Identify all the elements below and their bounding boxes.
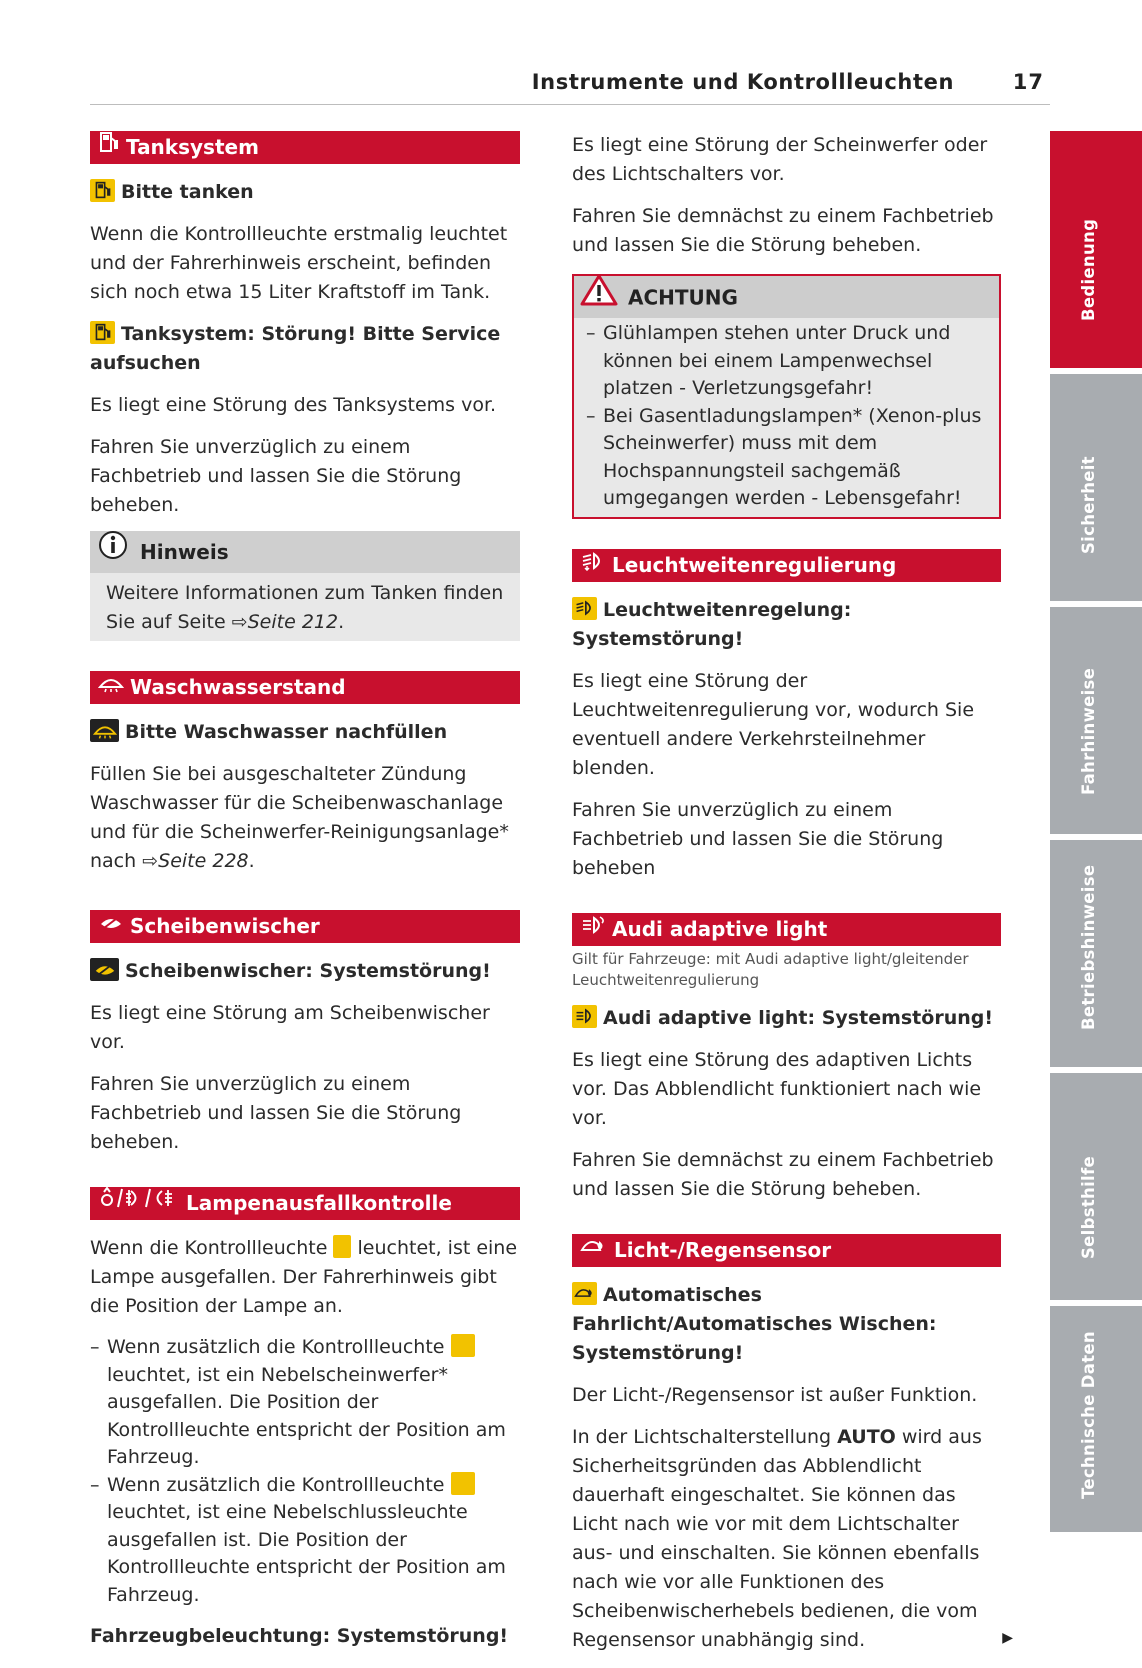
paragraph: Der Licht-/Regensensor ist außer Funktion. — [572, 1383, 978, 1406]
adaptive-light-icon — [580, 912, 606, 945]
list-item: – Bei Gasentladungslampen* (Xenon-plus Scheinwerfer) muss mit dem Hochspannungsteil sachgemäß umgegangen werden - Lebensgefahr! — [586, 404, 982, 509]
thumb-tab-betriebshinweise[interactable]: Betriebshinweise — [1050, 840, 1142, 1067]
section-heading-lampenausfallkontrolle: Lampenausfallkontrolle — [90, 1187, 520, 1220]
washer-fluid-icon — [98, 670, 124, 703]
wiper-icon — [98, 909, 124, 942]
adaptive-light-warning-icon — [572, 1005, 597, 1028]
wiper-warning-icon — [90, 958, 119, 981]
page-reference-link[interactable]: Seite 212 — [247, 611, 339, 633]
fuel-warning-icon — [90, 179, 115, 202]
chapter-title: Instrumente und Kontrollleuchten — [531, 70, 954, 94]
thumb-tab-technische-daten[interactable]: Technische Daten — [1050, 1306, 1142, 1532]
warning-box — [572, 274, 1001, 519]
running-header — [90, 66, 1050, 105]
section-heading-tanksystem: Tanksystem — [90, 131, 520, 164]
right-column — [572, 131, 1013, 1668]
subheading-fahrzeugbeleuchtung: Fahrzeugbeleuchtung: Systemstörung! — [90, 1625, 509, 1647]
headlight-range-warning-icon — [572, 597, 597, 620]
applicability-note: Gilt für Fahrzeuge: mit Audi adaptive light/gleitender Leuchtweitenregulierung — [572, 949, 969, 989]
page-number: 17 — [1012, 70, 1044, 94]
info-icon — [98, 530, 128, 574]
list-item: – Wenn zusätzlich die Kontrollleuchte leuchtet, ist eine Nebelschlussleuchte ausgefallen ist. Die Position der Kontrollleuchte entspricht der Position am Fahrzeug. — [90, 1473, 506, 1606]
warning-triangle-icon — [580, 274, 618, 320]
continue-arrow-icon: ▶ — [1002, 1629, 1013, 1646]
paragraph: Fahren Sie demnächst zu einem Fachbetrieb und lassen Sie die Störung beheben. — [572, 205, 994, 256]
thumb-tab-fahrhinweise[interactable]: Fahrhinweise — [1050, 607, 1142, 834]
paragraph: Es liegt eine Störung der Scheinwerfer oder des Lichtschalters vor. — [572, 134, 988, 185]
warning-body — [574, 318, 999, 517]
light-rain-sensor-icon — [580, 1233, 608, 1266]
paragraph: Es liegt eine Störung des adaptiven Lichts vor. Das Abblendlicht funktioniert nach wie vor. — [572, 1048, 982, 1129]
lamp-list — [90, 1334, 520, 1609]
rear-fog-light-warning-icon — [451, 1472, 475, 1495]
paragraph: Wenn die Kontrollleuchte erstmalig leuchtet und der Fahrerhinweis erscheint, befinden sich noch etwa 15 Liter Kraftstoff im Tank. — [90, 223, 508, 303]
paragraph: Fahren Sie unverzüglich zu einem Fachbetrieb und lassen Sie die Störung beheben. — [90, 1073, 462, 1153]
left-column — [90, 131, 520, 1664]
subheading-bitte-tanken: Bitte tanken — [90, 178, 520, 207]
subheading-waschwasser: Bitte Waschwasser nachfüllen — [90, 718, 520, 747]
paragraph: Wenn die Kontrollleuchte leuchtet, ist eine Lampe ausgefallen. Der Fahrerhinweis gibt die Position der Lampe an. — [90, 1237, 518, 1317]
subheading-tanksystem-stoerung: Tanksystem: Störung! Bitte Service aufsuchen — [90, 323, 501, 374]
light-rain-sensor-warning-icon — [572, 1282, 597, 1305]
thumb-tab-sicherheit[interactable]: Sicherheit — [1050, 374, 1142, 601]
paragraph: Fahren Sie demnächst zu einem Fachbetrieb und lassen Sie die Störung beheben. — [572, 1148, 994, 1200]
subheading-automatisches-fahrlicht: Automatisches Fahrlicht/Automatisches Wischen: Systemstörung! — [572, 1283, 937, 1364]
headlight-range-icon — [580, 548, 606, 581]
fog-light-warning-icon — [451, 1334, 475, 1357]
warning-header: ACHTUNG — [574, 276, 999, 318]
section-heading-leuchtweitenregulierung: Leuchtweitenregulierung — [572, 549, 1001, 582]
thumb-tab-selbsthilfe[interactable]: Selbsthilfe — [1050, 1073, 1142, 1300]
section-heading-scheibenwischer: Scheibenwischer — [90, 910, 520, 943]
page-reference-link[interactable]: Seite 228 — [158, 850, 249, 872]
paragraph: Fahren Sie unverzüglich zu einem Fachbetrieb und lassen Sie die Störung beheben. — [90, 436, 462, 516]
fuel-pump-icon — [98, 130, 120, 163]
list-item: – Wenn zusätzlich die Kontrollleuchte leuchtet, ist ein Nebelscheinwerfer* ausgefallen. Die Position der Kontrollleuchte entspricht der Position am Fahrzeug. — [90, 1336, 506, 1468]
paragraph: Fahren Sie unverzüglich zu einem Fachbetrieb und lassen Sie die Störung beheben — [572, 798, 944, 879]
hint-box — [90, 531, 520, 641]
section-heading-waschwasserstand: Waschwasserstand — [90, 671, 520, 704]
washer-fluid-icon — [90, 719, 119, 742]
subheading-scheibenwischer: Scheibenwischer: Systemstörung! — [90, 957, 520, 986]
section-heading-audi-adaptive-light: Audi adaptive light — [572, 913, 1001, 946]
subheading-adaptive-light: Audi adaptive light: Systemstörung! — [572, 1004, 1001, 1033]
hint-text: Weitere Informationen zum Tanken finden Sie auf Seite ⇨Seite 212. — [106, 582, 504, 633]
paragraph: In der Lichtschalterstellung AUTO wird aus Sicherheitsgründen das Abblendlicht dauerhaft eingeschaltet. Sie können das Licht nach wie vor mit dem Lichtschalter aus- und einschalten. Sie können ebenfalls nach wie vor alle Funktionen des Scheibenwischerhebels bedienen, die vom Regensensor unabhängig sind. ▶ — [572, 1425, 1013, 1651]
subheading-leuchtweitenregelung: Leuchtweitenregelung: Systemstörung! — [572, 598, 852, 650]
list-item: – Glühlampen stehen unter Druck und können bei einem Lampenwechsel platzen - Verletzungsgefahr! — [586, 322, 951, 399]
fuel-warning-icon — [90, 321, 115, 344]
thumb-tab-bedienung[interactable]: Bedienung — [1050, 131, 1142, 368]
hint-body — [90, 573, 520, 641]
paragraph: Es liegt eine Störung des Tanksystems vor. — [90, 394, 497, 416]
paragraph: Es liegt eine Störung der Leuchtweitenregulierung vor, wodurch Sie eventuell andere Verkehrsteilnehmer blenden. — [572, 669, 975, 779]
lamp-failure-icons — [98, 1186, 180, 1219]
section-heading-licht-regensensor: Licht-/Regensensor — [572, 1234, 1001, 1267]
paragraph: Es liegt eine Störung am Scheibenwischer vor. — [90, 1002, 490, 1053]
hint-header: Hinweis — [90, 531, 520, 573]
bulb-warning-icon — [333, 1235, 351, 1258]
paragraph: Füllen Sie bei ausgeschalteter Zündung Waschwasser für die Scheibenwaschanlage und für die Scheinwerfer-Reinigungsanlage* nach ⇨Seite 228. — [90, 763, 509, 872]
